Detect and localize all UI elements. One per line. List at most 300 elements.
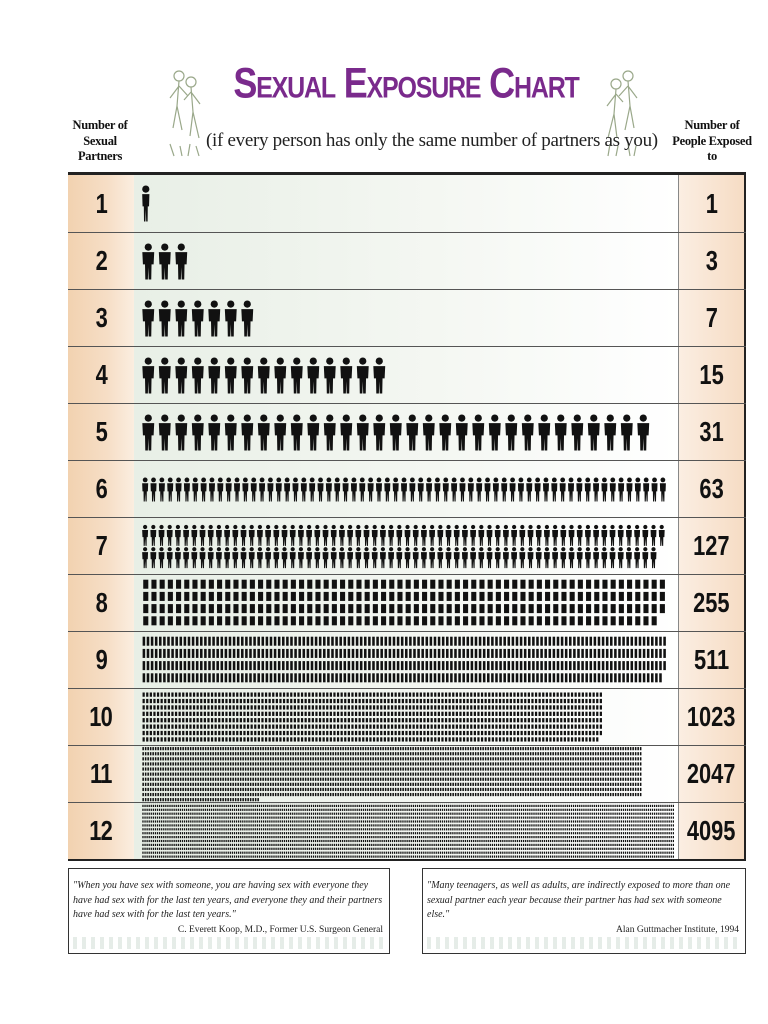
person-icon <box>167 747 169 750</box>
person-icon <box>274 616 279 625</box>
person-icon <box>434 673 437 682</box>
person-icon <box>459 699 461 703</box>
person-icon <box>171 712 173 716</box>
person-icon <box>160 757 162 760</box>
person-icon <box>527 809 528 811</box>
person-icon <box>207 757 209 760</box>
person-icon <box>427 778 429 781</box>
person-icon <box>590 788 592 791</box>
person-icon <box>567 805 568 807</box>
person-icon <box>192 358 204 394</box>
person-icon <box>632 788 634 791</box>
person-icon <box>612 762 614 765</box>
person-icon <box>598 809 599 811</box>
person-icon <box>146 737 148 741</box>
person-icon <box>208 547 214 568</box>
person-icon <box>528 705 530 709</box>
person-icon <box>242 813 243 815</box>
person-icon <box>200 731 202 735</box>
person-icon <box>167 649 170 658</box>
person-icon <box>423 731 425 735</box>
person-icon <box>165 762 167 765</box>
person-icon <box>627 783 629 786</box>
person-icon <box>560 718 562 722</box>
person-icon <box>637 757 639 760</box>
person-icon <box>596 809 597 811</box>
person-icon <box>305 762 307 765</box>
person-icon <box>537 580 542 589</box>
person-icon <box>529 592 534 601</box>
person-icon <box>487 673 490 682</box>
person-icon <box>499 637 502 646</box>
person-icon <box>409 699 411 703</box>
person-icon <box>373 731 375 735</box>
person-icon <box>245 673 248 682</box>
person-icon <box>600 773 602 776</box>
person-icon <box>212 762 214 765</box>
person-icon <box>461 809 462 811</box>
person-icon <box>190 788 192 791</box>
person-icon <box>664 805 665 807</box>
person-icon <box>452 725 454 729</box>
person-icon <box>590 783 592 786</box>
person-icon <box>260 747 262 750</box>
person-icon <box>393 661 396 670</box>
person-icon <box>510 805 511 807</box>
person-icon <box>549 712 551 716</box>
person-icon <box>341 705 343 709</box>
person-icon <box>205 805 206 807</box>
person-icon <box>312 747 314 750</box>
person-icon <box>452 809 453 811</box>
person-icon <box>186 813 187 815</box>
person-icon <box>290 725 292 729</box>
person-icon <box>240 773 242 776</box>
person-icon <box>269 805 270 807</box>
person-icon <box>192 592 197 601</box>
person-icon <box>600 747 602 750</box>
person-icon <box>483 637 486 646</box>
person-icon <box>240 762 242 765</box>
person-icon <box>159 301 171 337</box>
person-icon <box>250 752 252 755</box>
person-icon <box>250 798 252 801</box>
person-icon <box>242 805 243 807</box>
person-icon <box>479 805 480 807</box>
person-icon <box>488 737 490 741</box>
person-icon <box>302 752 304 755</box>
person-icon <box>207 712 209 716</box>
person-icon <box>459 718 461 722</box>
person-icon <box>300 757 302 760</box>
person-icon <box>282 525 288 546</box>
person-icon <box>520 752 522 755</box>
person-icon <box>387 737 389 741</box>
person-icon <box>352 783 354 786</box>
person-icon <box>437 778 439 781</box>
person-icon <box>269 737 271 741</box>
person-icon <box>485 693 487 697</box>
person-icon <box>274 649 277 658</box>
person-icon <box>612 747 614 750</box>
person-icon <box>397 616 402 625</box>
person-icon <box>143 616 148 625</box>
person-icon <box>273 809 274 811</box>
person-icon <box>172 788 174 791</box>
person-icon <box>247 783 249 786</box>
person-icon <box>425 793 427 796</box>
person-icon <box>643 580 648 589</box>
person-icon <box>307 604 312 613</box>
person-icon <box>606 673 609 682</box>
person-icon <box>651 649 654 658</box>
person-icon <box>602 793 604 796</box>
person-icon <box>330 737 332 741</box>
person-icon <box>445 773 447 776</box>
person-icon <box>320 773 322 776</box>
person-icon <box>253 661 256 670</box>
person-icon <box>387 783 389 786</box>
person-icon <box>300 809 301 811</box>
person-icon <box>635 805 636 807</box>
person-icon <box>360 778 362 781</box>
person-icon <box>467 649 470 658</box>
person-icon <box>211 725 213 729</box>
person-icon <box>184 813 185 815</box>
person-icon <box>394 805 395 807</box>
person-icon <box>602 673 605 682</box>
person-icon <box>356 637 359 646</box>
person-icon <box>225 783 227 786</box>
person-icon <box>610 478 616 502</box>
person-icon <box>479 616 484 625</box>
person-icon <box>220 798 222 801</box>
person-icon <box>355 737 357 741</box>
person-icon <box>410 793 412 796</box>
person-icon <box>405 757 407 760</box>
person-icon <box>475 783 477 786</box>
person-icon <box>545 778 547 781</box>
person-icon <box>560 737 562 741</box>
person-icon <box>168 699 170 703</box>
person-icon <box>589 705 591 709</box>
person-icon <box>578 712 580 716</box>
person-icon <box>320 783 322 786</box>
person-icon <box>416 693 418 697</box>
person-icon <box>467 747 469 750</box>
person-icon <box>425 762 427 765</box>
person-icon <box>160 783 162 786</box>
person-icon <box>330 757 332 760</box>
person-icon <box>272 757 274 760</box>
person-icon <box>276 705 278 709</box>
person-icon <box>384 478 390 502</box>
person-icon <box>402 718 404 722</box>
person-icon <box>204 673 207 682</box>
person-icon <box>442 757 444 760</box>
person-icon <box>499 718 501 722</box>
person-icon <box>593 731 595 735</box>
person-icon <box>540 661 543 670</box>
person-icon <box>582 762 584 765</box>
person-icon <box>660 478 666 502</box>
person-icon <box>577 778 579 781</box>
person-icon <box>189 705 191 709</box>
person-icon <box>160 798 162 801</box>
person-icon <box>167 478 173 502</box>
person-icon <box>560 731 562 735</box>
person-icon <box>557 773 559 776</box>
person-icon <box>524 699 526 703</box>
person-icon <box>292 805 293 807</box>
person-icon <box>469 805 470 807</box>
person-icon <box>495 793 497 796</box>
person-icon <box>507 783 509 786</box>
person-icon <box>200 673 203 682</box>
person-icon <box>477 731 479 735</box>
person-icon <box>470 699 472 703</box>
partners-count-cell <box>68 290 135 346</box>
person-icon <box>340 778 342 781</box>
person-icon <box>435 752 437 755</box>
person-icon <box>186 693 188 697</box>
person-icon <box>225 673 228 682</box>
person-icon <box>150 757 152 760</box>
person-icon <box>569 525 575 546</box>
person-icon <box>227 767 229 770</box>
person-icon <box>660 592 665 601</box>
person-icon <box>357 773 359 776</box>
person-icon <box>520 673 523 682</box>
person-icon <box>500 762 502 765</box>
person-icon <box>615 788 617 791</box>
person-icon <box>659 673 662 682</box>
person-icon <box>184 637 187 646</box>
person-icon <box>277 778 279 781</box>
person-icon <box>482 762 484 765</box>
person-icon <box>405 773 407 776</box>
person-icon <box>456 725 458 729</box>
person-icon <box>485 712 487 716</box>
person-icon <box>150 762 152 765</box>
person-icon <box>570 767 572 770</box>
person-icon <box>258 592 263 601</box>
person-icon <box>533 805 534 807</box>
person-icon <box>452 752 454 755</box>
person-icon <box>225 747 227 750</box>
person-icon <box>311 661 314 670</box>
person-icon <box>422 783 424 786</box>
person-icon <box>376 661 379 670</box>
exposed-count-label: 7 <box>705 302 718 333</box>
person-icon <box>454 547 460 568</box>
person-icon <box>165 767 167 770</box>
person-icon <box>522 783 524 786</box>
person-icon <box>225 737 227 741</box>
person-icon <box>498 809 499 811</box>
person-icon <box>375 747 377 750</box>
person-icon <box>220 778 222 781</box>
person-icon <box>300 752 302 755</box>
person-icon <box>246 809 247 811</box>
person-icon <box>325 809 326 811</box>
person-icon <box>434 637 437 646</box>
person-icon <box>286 649 289 658</box>
person-icon <box>560 705 562 709</box>
person-icon <box>528 673 531 682</box>
person-icon <box>340 757 342 760</box>
person-icon <box>637 793 639 796</box>
person-icon <box>455 592 460 601</box>
person-icon <box>344 712 346 716</box>
person-icon <box>197 737 199 741</box>
person-icon <box>555 773 557 776</box>
person-icon <box>490 805 491 807</box>
person-icon <box>175 244 187 280</box>
people-icons-group <box>134 575 678 632</box>
person-icon <box>441 725 443 729</box>
person-icon <box>340 793 342 796</box>
person-icon <box>409 805 410 807</box>
person-icon <box>202 783 204 786</box>
person-icon <box>635 592 640 601</box>
person-icon <box>575 788 577 791</box>
person-icon <box>459 693 461 697</box>
person-icon <box>523 809 524 811</box>
person-icon <box>495 731 497 735</box>
person-icon <box>276 699 278 703</box>
person-icon <box>395 699 397 703</box>
person-icon <box>470 757 472 760</box>
person-icon <box>363 805 364 807</box>
person-icon <box>142 525 148 546</box>
person-icon <box>175 358 187 394</box>
person-icon <box>336 809 337 811</box>
person-icon <box>142 757 144 760</box>
person-icon <box>593 718 595 722</box>
person-icon <box>612 767 614 770</box>
person-icon <box>380 731 382 735</box>
person-icon <box>589 725 591 729</box>
person-icon <box>491 661 494 670</box>
person-icon <box>348 712 350 716</box>
person-icon <box>426 649 429 658</box>
person-icon <box>592 809 593 811</box>
person-icon <box>531 725 533 729</box>
person-icon <box>350 752 352 755</box>
person-icon <box>252 762 254 765</box>
person-icon <box>270 757 272 760</box>
person-icon <box>284 478 290 502</box>
person-icon <box>610 525 616 546</box>
person-icon <box>567 767 569 770</box>
person-icon <box>142 762 144 765</box>
person-icon <box>578 718 580 722</box>
person-icon <box>495 699 497 703</box>
person-icon <box>252 788 254 791</box>
person-icon <box>208 525 214 546</box>
person-icon <box>337 718 339 722</box>
person-icon <box>362 693 364 697</box>
person-icon <box>620 788 622 791</box>
person-icon <box>237 783 239 786</box>
person-icon <box>192 757 194 760</box>
person-icon <box>295 778 297 781</box>
person-icon <box>597 773 599 776</box>
person-icon <box>217 580 222 589</box>
person-icon <box>597 752 599 755</box>
person-icon <box>627 752 629 755</box>
person-icon <box>301 478 307 502</box>
person-icon <box>537 604 542 613</box>
person-icon <box>210 767 212 770</box>
person-icon <box>503 547 509 568</box>
person-icon <box>225 762 227 765</box>
person-icon <box>233 661 236 670</box>
person-icon <box>506 718 508 722</box>
person-icon <box>619 809 620 811</box>
person-icon <box>175 788 177 791</box>
person-icon <box>253 809 254 811</box>
person-icon <box>270 762 272 765</box>
person-icon <box>487 773 489 776</box>
person-icon <box>487 767 489 770</box>
person-icon <box>611 604 616 613</box>
person-icon <box>315 762 317 765</box>
person-icon <box>438 737 440 741</box>
person-icon <box>365 747 367 750</box>
person-icon <box>333 699 335 703</box>
person-icon <box>215 762 217 765</box>
person-icon <box>552 773 554 776</box>
person-icon <box>285 752 287 755</box>
person-icon <box>630 757 632 760</box>
person-icon <box>410 788 412 791</box>
person-icon <box>517 693 519 697</box>
person-icon <box>615 783 617 786</box>
person-icon <box>286 637 289 646</box>
person-icon <box>619 604 624 613</box>
person-icon <box>151 673 154 682</box>
person-icon <box>605 793 607 796</box>
person-icon <box>517 767 519 770</box>
person-icon <box>147 767 149 770</box>
person-icon <box>462 778 464 781</box>
person-icon <box>222 798 224 801</box>
person-icon <box>216 637 219 646</box>
person-icon <box>552 809 553 811</box>
person-icon <box>407 747 409 750</box>
person-icon <box>555 757 557 760</box>
person-icon <box>150 731 152 735</box>
person-icon <box>600 718 602 722</box>
person-icon <box>170 767 172 770</box>
person-icon <box>640 762 642 765</box>
person-icon <box>391 737 393 741</box>
person-icon <box>233 712 235 716</box>
person-icon <box>367 788 369 791</box>
person-icon <box>310 747 312 750</box>
person-icon <box>211 809 212 811</box>
person-icon <box>150 747 152 750</box>
person-icon <box>513 699 515 703</box>
person-icon <box>230 793 232 796</box>
person-icon <box>602 767 604 770</box>
person-icon <box>637 747 639 750</box>
person-icon <box>400 773 402 776</box>
person-icon <box>307 673 310 682</box>
person-icon <box>455 604 460 613</box>
